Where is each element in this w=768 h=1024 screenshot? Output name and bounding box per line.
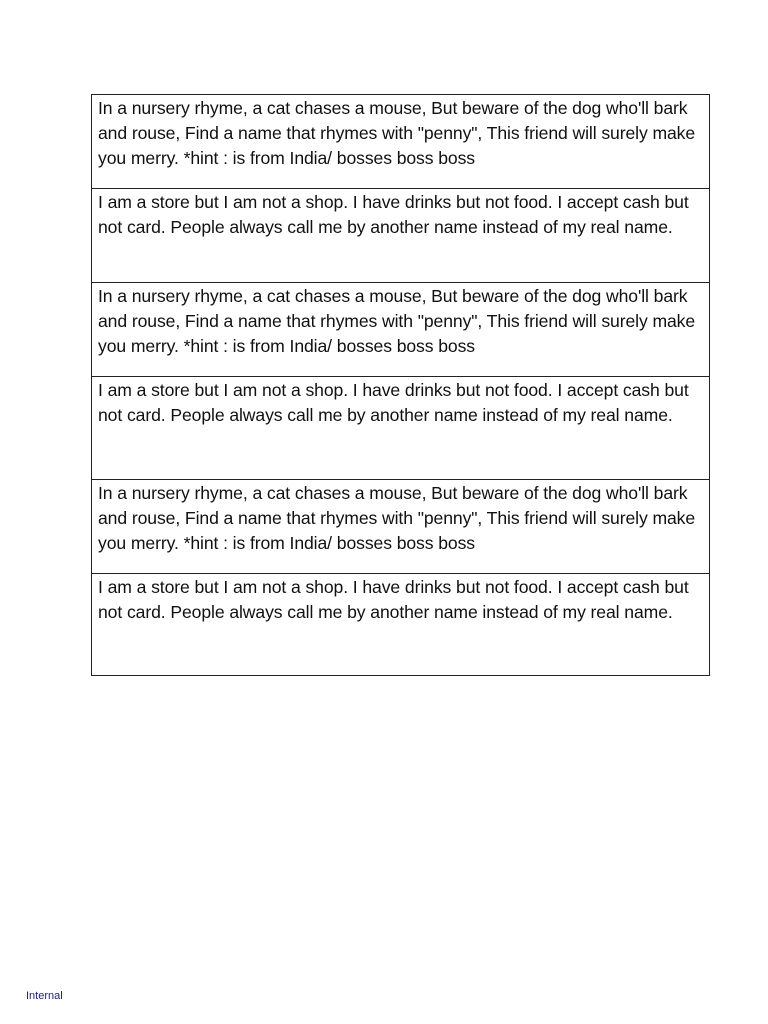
table-row <box>92 189 710 283</box>
table-row <box>92 95 710 189</box>
table-row <box>92 574 710 676</box>
riddle-cell <box>92 574 710 676</box>
classification-label: Internal <box>26 990 63 1002</box>
riddle-text: In a nursery rhyme, a cat chases a mouse, But beware of the dog who'll bark and rouse, Find a name that rhymes with "penny", This friend will surely make you merry. *hint : is from India/ bosses boss boss <box>98 98 696 168</box>
riddle-table <box>91 94 710 676</box>
riddle-text: I am a store but I am not a shop. I have drinks but not food. I accept cash but not card. People always call me by another name instead of my real name. <box>98 577 689 622</box>
table-row <box>92 480 710 574</box>
riddle-text: I am a store but I am not a shop. I have drinks but not food. I accept cash but not card. People always call me by another name instead of my real name. <box>98 380 689 425</box>
riddle-cell <box>92 480 710 574</box>
table-row <box>92 377 710 480</box>
riddle-cell <box>92 189 710 283</box>
riddle-text: In a nursery rhyme, a cat chases a mouse, But beware of the dog who'll bark and rouse, Find a name that rhymes with "penny", This friend will surely make you merry. *hint : is from India/ bosses boss boss <box>98 483 696 553</box>
riddle-text: In a nursery rhyme, a cat chases a mouse, But beware of the dog who'll bark and rouse, Find a name that rhymes with "penny", This friend will surely make you merry. *hint : is from India/ bosses boss boss <box>98 286 696 356</box>
riddle-cell <box>92 283 710 377</box>
riddle-text: I am a store but I am not a shop. I have drinks but not food. I accept cash but not card. People always call me by another name instead of my real name. <box>98 192 689 237</box>
table-row <box>92 283 710 377</box>
riddle-cell <box>92 377 710 480</box>
riddle-cell <box>92 95 710 189</box>
